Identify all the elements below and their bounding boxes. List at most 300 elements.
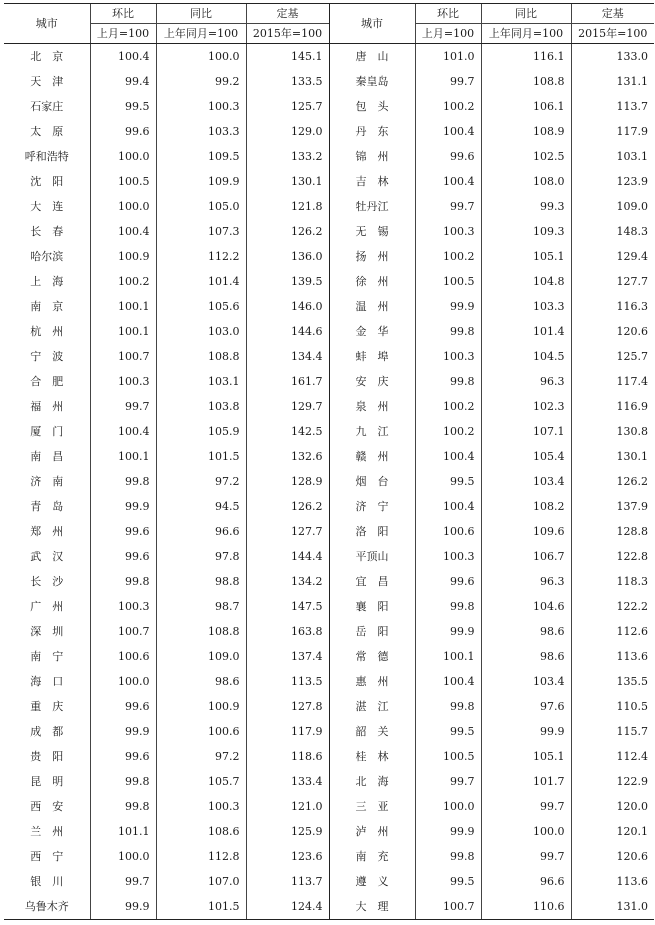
yoy-right-cell: 104.5 (481, 344, 571, 369)
table-row (4, 169, 654, 194)
yoy-right-cell: 109.3 (481, 219, 571, 244)
mom-left-cell: 99.9 (90, 894, 156, 920)
table-row (4, 269, 654, 294)
city-left-cell: 济 南 (30, 475, 64, 488)
yoy-right-cell: 103.4 (481, 669, 571, 694)
city-right-cell: 南 充 (329, 844, 415, 869)
mom-left-cell: 99.7 (90, 869, 156, 894)
mom-right-cell: 99.9 (415, 619, 481, 644)
yoy-left-cell: 98.7 (156, 594, 246, 619)
yoy-left-cell: 100.3 (156, 794, 246, 819)
city-left-cell: 哈尔滨 (30, 250, 64, 263)
city-right-cell: 温 州 (329, 294, 415, 319)
table-row (4, 119, 654, 144)
mom-left-cell: 100.0 (90, 844, 156, 869)
city-right-cell: 宜 昌 (329, 569, 415, 594)
mom-base-left: 上月=100 (90, 24, 156, 44)
fixed-base-right-cell: 116.9 (571, 394, 654, 419)
city-left-cell: 西 宁 (30, 850, 64, 863)
fixed-base-left-cell: 118.6 (246, 744, 329, 769)
yoy-right-cell: 100.0 (481, 819, 571, 844)
yoy-right-cell: 109.6 (481, 519, 571, 544)
city-right-cell: 无 锡 (329, 219, 415, 244)
fixed-base-left-cell: 145.1 (246, 44, 329, 70)
mom-left-cell: 99.9 (90, 494, 156, 519)
yoy-left-cell: 107.0 (156, 869, 246, 894)
fixed-base-right-cell: 113.7 (571, 94, 654, 119)
fixed-base-left-cell: 129.0 (246, 119, 329, 144)
mom-left-cell: 99.6 (90, 519, 156, 544)
city-right-cell: 赣 州 (329, 444, 415, 469)
mom-right-cell: 100.5 (415, 269, 481, 294)
city-right-cell: 湛 江 (329, 694, 415, 719)
mom-left-cell: 99.8 (90, 569, 156, 594)
city-right-cell: 徐 州 (329, 269, 415, 294)
yoy-header-left: 同比 (156, 4, 246, 24)
table-row (4, 794, 654, 819)
mom-right-cell: 100.4 (415, 669, 481, 694)
yoy-left-cell: 101.4 (156, 269, 246, 294)
city-left-cell: 南 宁 (30, 650, 64, 663)
mom-left-cell: 100.4 (90, 44, 156, 70)
mom-right-cell: 100.4 (415, 169, 481, 194)
yoy-left-cell: 112.2 (156, 244, 246, 269)
city-left-cell: 深 圳 (30, 625, 64, 638)
mom-left-cell: 99.4 (90, 69, 156, 94)
mom-right-cell: 100.2 (415, 394, 481, 419)
fixed-base-right-cell: 137.9 (571, 494, 654, 519)
mom-left-cell: 100.0 (90, 669, 156, 694)
city-header-left: 城市 (4, 4, 90, 44)
mom-left-cell: 100.1 (90, 319, 156, 344)
yoy-left-cell: 100.3 (156, 94, 246, 119)
yoy-header-right: 同比 (481, 4, 571, 24)
table-row (4, 719, 654, 744)
city-left-cell: 昆 明 (30, 775, 64, 788)
fixed-base-right-cell: 122.2 (571, 594, 654, 619)
city-right-cell: 北 海 (329, 769, 415, 794)
table-row (4, 94, 654, 119)
city-left-cell: 石家庄 (30, 100, 64, 113)
city-left-cell: 上 海 (30, 275, 64, 288)
yoy-left-cell: 103.8 (156, 394, 246, 419)
yoy-left-cell: 99.2 (156, 69, 246, 94)
fixed-base-left-cell: 144.6 (246, 319, 329, 344)
city-right-cell: 泸 州 (329, 819, 415, 844)
yoy-left-cell: 98.8 (156, 569, 246, 594)
city-left-cell: 郑 州 (30, 525, 64, 538)
city-left-cell: 长 沙 (30, 575, 64, 588)
city-right-cell: 蚌 埠 (329, 344, 415, 369)
mom-left-cell: 99.9 (90, 719, 156, 744)
yoy-left-cell: 109.5 (156, 144, 246, 169)
fixed-base-right-cell: 122.9 (571, 769, 654, 794)
city-right-cell: 烟 台 (329, 469, 415, 494)
mom-left-cell: 99.6 (90, 744, 156, 769)
table-body (4, 44, 654, 920)
mom-left-cell: 100.1 (90, 444, 156, 469)
fixed-base-left-cell: 163.8 (246, 619, 329, 644)
city-left-cell: 青 岛 (30, 500, 64, 513)
mom-right-cell: 100.4 (415, 119, 481, 144)
yoy-left-cell: 105.6 (156, 294, 246, 319)
yoy-right-cell: 97.6 (481, 694, 571, 719)
city-right-cell: 襄 阳 (329, 594, 415, 619)
fixed-base-left-cell: 130.1 (246, 169, 329, 194)
fixed-base-left-cell: 125.7 (246, 94, 329, 119)
fixed-base-left-cell: 137.4 (246, 644, 329, 669)
fixed-base-left-cell: 133.4 (246, 769, 329, 794)
yoy-right-cell: 106.7 (481, 544, 571, 569)
yoy-right-cell: 103.4 (481, 469, 571, 494)
yoy-left-cell: 96.6 (156, 519, 246, 544)
fixed-base-left-cell: 132.6 (246, 444, 329, 469)
yoy-left-cell: 108.8 (156, 344, 246, 369)
fixed-base-right-cell: 117.4 (571, 369, 654, 394)
table-row (4, 344, 654, 369)
table-row (4, 819, 654, 844)
mom-right-cell: 100.3 (415, 344, 481, 369)
mom-right-cell: 100.6 (415, 519, 481, 544)
mom-left-cell: 100.3 (90, 369, 156, 394)
fixed-base-right-cell: 103.1 (571, 144, 654, 169)
mom-right-cell: 99.5 (415, 869, 481, 894)
mom-right-cell: 101.0 (415, 44, 481, 70)
city-right-cell: 包 头 (329, 94, 415, 119)
fixed-base-right-cell: 126.2 (571, 469, 654, 494)
city-left-cell: 银 川 (30, 875, 64, 888)
city-right-cell: 吉 林 (329, 169, 415, 194)
city-right-cell: 扬 州 (329, 244, 415, 269)
mom-right-cell: 99.8 (415, 594, 481, 619)
mom-left-cell: 100.4 (90, 219, 156, 244)
mom-left-cell: 100.7 (90, 619, 156, 644)
yoy-left-cell: 101.5 (156, 444, 246, 469)
fixed-base-right-cell: 113.6 (571, 644, 654, 669)
fixed-base-left-cell: 147.5 (246, 594, 329, 619)
mom-right-cell: 99.9 (415, 294, 481, 319)
city-left-cell: 大 连 (30, 200, 64, 213)
fixed-base-right-cell: 135.5 (571, 669, 654, 694)
mom-right-cell: 99.8 (415, 319, 481, 344)
table-row (4, 744, 654, 769)
yoy-left-cell: 98.6 (156, 669, 246, 694)
yoy-right-cell: 102.5 (481, 144, 571, 169)
fixed-base-year-left: 2015年=100 (246, 24, 329, 44)
city-right-cell: 常 德 (329, 644, 415, 669)
city-right-cell: 平顶山 (329, 544, 415, 569)
table-row (4, 519, 654, 544)
yoy-left-cell: 100.6 (156, 719, 246, 744)
yoy-right-cell: 104.8 (481, 269, 571, 294)
mom-left-cell: 99.6 (90, 544, 156, 569)
yoy-right-cell: 108.0 (481, 169, 571, 194)
mom-right-cell: 99.5 (415, 719, 481, 744)
fixed-base-left-cell: 139.5 (246, 269, 329, 294)
mom-right-cell: 99.9 (415, 819, 481, 844)
mom-right-cell: 100.3 (415, 219, 481, 244)
mom-header-right: 环比 (415, 4, 481, 24)
city-right-cell: 锦 州 (329, 144, 415, 169)
city-left-cell: 西 安 (30, 800, 64, 813)
yoy-left-cell: 103.3 (156, 119, 246, 144)
city-left-cell: 成 都 (30, 725, 64, 738)
yoy-left-cell: 108.8 (156, 619, 246, 644)
fixed-base-right-cell: 110.5 (571, 694, 654, 719)
mom-left-cell: 99.8 (90, 469, 156, 494)
table-row (4, 394, 654, 419)
mom-left-cell: 100.0 (90, 144, 156, 169)
mom-right-cell: 99.6 (415, 144, 481, 169)
fixed-base-left-cell: 127.7 (246, 519, 329, 544)
yoy-right-cell: 102.3 (481, 394, 571, 419)
table-row (4, 219, 654, 244)
yoy-left-cell: 94.5 (156, 494, 246, 519)
fixed-base-right-cell: 127.7 (571, 269, 654, 294)
city-left-cell: 合 肥 (30, 375, 64, 388)
city-left-cell: 兰 州 (30, 825, 64, 838)
city-right-cell: 惠 州 (329, 669, 415, 694)
table-row (4, 694, 654, 719)
mom-left-cell: 99.6 (90, 119, 156, 144)
city-right-cell: 三 亚 (329, 794, 415, 819)
table-row (4, 844, 654, 869)
mom-left-cell: 100.4 (90, 419, 156, 444)
mom-left-cell: 100.6 (90, 644, 156, 669)
yoy-left-cell: 100.0 (156, 44, 246, 70)
city-right-cell: 桂 林 (329, 744, 415, 769)
table-row (4, 594, 654, 619)
mom-right-cell: 99.7 (415, 69, 481, 94)
fixed-base-right-cell: 131.0 (571, 894, 654, 920)
fixed-base-right-cell: 120.6 (571, 844, 654, 869)
yoy-left-cell: 100.9 (156, 694, 246, 719)
fixed-base-right-cell: 133.0 (571, 44, 654, 70)
yoy-base-right: 上年同月=100 (481, 24, 571, 44)
city-right-cell: 秦皇岛 (329, 69, 415, 94)
city-left-cell: 武 汉 (30, 550, 64, 563)
mom-left-cell: 99.6 (90, 694, 156, 719)
city-right-cell: 金 华 (329, 319, 415, 344)
fixed-base-left-cell: 128.9 (246, 469, 329, 494)
table-row (4, 869, 654, 894)
yoy-left-cell: 108.6 (156, 819, 246, 844)
yoy-right-cell: 99.3 (481, 194, 571, 219)
city-left-cell: 北 京 (30, 50, 64, 63)
yoy-right-cell: 105.1 (481, 744, 571, 769)
city-right-cell: 岳 阳 (329, 619, 415, 644)
table-row (4, 669, 654, 694)
fixed-base-right-cell: 148.3 (571, 219, 654, 244)
mom-right-cell: 100.2 (415, 94, 481, 119)
city-left-cell: 南 昌 (30, 450, 64, 463)
fixed-base-left-cell: 126.2 (246, 494, 329, 519)
city-left-cell: 南 京 (30, 300, 64, 313)
mom-left-cell: 100.3 (90, 594, 156, 619)
yoy-left-cell: 101.5 (156, 894, 246, 920)
yoy-left-cell: 97.2 (156, 744, 246, 769)
table-row (4, 469, 654, 494)
mom-right-cell: 100.7 (415, 894, 481, 920)
city-right-cell: 丹 东 (329, 119, 415, 144)
mom-left-cell: 100.0 (90, 194, 156, 219)
yoy-right-cell: 96.3 (481, 569, 571, 594)
city-left-cell: 宁 波 (30, 350, 64, 363)
table-row (4, 494, 654, 519)
city-left-cell: 贵 阳 (30, 750, 64, 763)
fixed-base-left-cell: 142.5 (246, 419, 329, 444)
city-right-cell: 遵 义 (329, 869, 415, 894)
table-row (4, 644, 654, 669)
fixed-base-left-cell: 113.5 (246, 669, 329, 694)
mom-left-cell: 99.7 (90, 394, 156, 419)
yoy-right-cell: 105.1 (481, 244, 571, 269)
yoy-left-cell: 97.2 (156, 469, 246, 494)
yoy-left-cell: 97.8 (156, 544, 246, 569)
city-left-cell: 呼和浩特 (24, 150, 69, 163)
fixed-base-left-cell: 129.7 (246, 394, 329, 419)
yoy-right-cell: 105.4 (481, 444, 571, 469)
yoy-right-cell: 108.9 (481, 119, 571, 144)
fixed-base-left-cell: 144.4 (246, 544, 329, 569)
fixed-base-right-cell: 120.1 (571, 819, 654, 844)
yoy-right-cell: 98.6 (481, 644, 571, 669)
city-header-right: 城市 (329, 4, 415, 44)
fixed-base-left-cell: 127.8 (246, 694, 329, 719)
table-row (4, 69, 654, 94)
yoy-left-cell: 109.0 (156, 644, 246, 669)
mom-right-cell: 100.5 (415, 744, 481, 769)
yoy-right-cell: 101.4 (481, 319, 571, 344)
fixed-base-right-cell: 120.0 (571, 794, 654, 819)
city-left-cell: 重 庆 (30, 700, 64, 713)
yoy-left-cell: 105.0 (156, 194, 246, 219)
city-left-cell: 太 原 (30, 125, 64, 138)
fixed-base-right-cell: 113.6 (571, 869, 654, 894)
yoy-right-cell: 103.3 (481, 294, 571, 319)
mom-right-cell: 100.0 (415, 794, 481, 819)
fixed-base-left-cell: 121.8 (246, 194, 329, 219)
yoy-right-cell: 108.8 (481, 69, 571, 94)
fixed-base-right-cell: 125.7 (571, 344, 654, 369)
fixed-base-right-cell: 123.9 (571, 169, 654, 194)
mom-right-cell: 99.8 (415, 844, 481, 869)
yoy-left-cell: 112.8 (156, 844, 246, 869)
yoy-base-left: 上年同月=100 (156, 24, 246, 44)
table-row (4, 144, 654, 169)
fixed-base-right-cell: 117.9 (571, 119, 654, 144)
mom-right-cell: 100.3 (415, 544, 481, 569)
city-right-cell: 牡丹江 (329, 194, 415, 219)
yoy-left-cell: 103.0 (156, 319, 246, 344)
yoy-right-cell: 104.6 (481, 594, 571, 619)
fixed-base-right-cell: 129.4 (571, 244, 654, 269)
mom-left-cell: 100.2 (90, 269, 156, 294)
yoy-right-cell: 98.6 (481, 619, 571, 644)
fixed-base-left-cell: 134.2 (246, 569, 329, 594)
table-row (4, 544, 654, 569)
yoy-left-cell: 103.1 (156, 369, 246, 394)
fixed-base-left-cell: 117.9 (246, 719, 329, 744)
yoy-right-cell: 96.3 (481, 369, 571, 394)
mom-right-cell: 99.7 (415, 194, 481, 219)
mom-base-right: 上月=100 (415, 24, 481, 44)
fixed-base-right-cell: 128.8 (571, 519, 654, 544)
table-row (4, 244, 654, 269)
city-left-cell: 厦 门 (30, 425, 64, 438)
yoy-left-cell: 109.9 (156, 169, 246, 194)
table-row (4, 419, 654, 444)
table-row (4, 319, 654, 344)
mom-right-cell: 100.4 (415, 444, 481, 469)
table-row (4, 769, 654, 794)
city-right-cell: 唐 山 (329, 44, 415, 70)
fixed-base-left-cell: 126.2 (246, 219, 329, 244)
fixed-base-right-cell: 112.4 (571, 744, 654, 769)
fixed-base-right-cell: 118.3 (571, 569, 654, 594)
table-row (4, 294, 654, 319)
fixed-base-left-cell: 133.5 (246, 69, 329, 94)
fixed-base-left-cell: 136.0 (246, 244, 329, 269)
fixed-base-left-cell: 146.0 (246, 294, 329, 319)
mom-left-cell: 100.7 (90, 344, 156, 369)
city-right-cell: 洛 阳 (329, 519, 415, 544)
mom-left-cell: 99.8 (90, 794, 156, 819)
city-left-cell: 长 春 (30, 225, 64, 238)
city-right-cell: 九 江 (329, 419, 415, 444)
mom-right-cell: 99.8 (415, 694, 481, 719)
fixed-base-header-left: 定基 (246, 4, 329, 24)
city-left-cell: 天 津 (30, 75, 64, 88)
mom-right-cell: 99.7 (415, 769, 481, 794)
mom-right-cell: 99.8 (415, 369, 481, 394)
city-right-cell: 济 宁 (329, 494, 415, 519)
fixed-base-right-cell: 120.6 (571, 319, 654, 344)
fixed-base-left-cell: 113.7 (246, 869, 329, 894)
yoy-right-cell: 96.6 (481, 869, 571, 894)
city-left-cell: 广 州 (30, 600, 64, 613)
table-header (4, 4, 654, 44)
yoy-left-cell: 105.7 (156, 769, 246, 794)
yoy-right-cell: 99.7 (481, 844, 571, 869)
yoy-right-cell: 107.1 (481, 419, 571, 444)
table-row (4, 619, 654, 644)
mom-left-cell: 100.5 (90, 169, 156, 194)
yoy-right-cell: 108.2 (481, 494, 571, 519)
yoy-right-cell: 99.9 (481, 719, 571, 744)
mom-right-cell: 99.5 (415, 469, 481, 494)
yoy-left-cell: 105.9 (156, 419, 246, 444)
mom-left-cell: 99.5 (90, 94, 156, 119)
city-left-cell: 沈 阳 (30, 175, 64, 188)
fixed-base-left-cell: 123.6 (246, 844, 329, 869)
mom-right-cell: 100.1 (415, 644, 481, 669)
mom-left-cell: 99.8 (90, 769, 156, 794)
fixed-base-left-cell: 124.4 (246, 894, 329, 920)
city-left-cell: 海 口 (30, 675, 64, 688)
city-right-cell: 大 理 (329, 894, 415, 920)
fixed-base-right-cell: 109.0 (571, 194, 654, 219)
fixed-base-left-cell: 161.7 (246, 369, 329, 394)
fixed-base-right-cell: 130.8 (571, 419, 654, 444)
mom-left-cell: 100.1 (90, 294, 156, 319)
table-row (4, 894, 654, 920)
table-row (4, 44, 654, 70)
mom-right-cell: 99.6 (415, 569, 481, 594)
yoy-right-cell: 110.6 (481, 894, 571, 920)
mom-right-cell: 100.4 (415, 494, 481, 519)
table-row (4, 444, 654, 469)
